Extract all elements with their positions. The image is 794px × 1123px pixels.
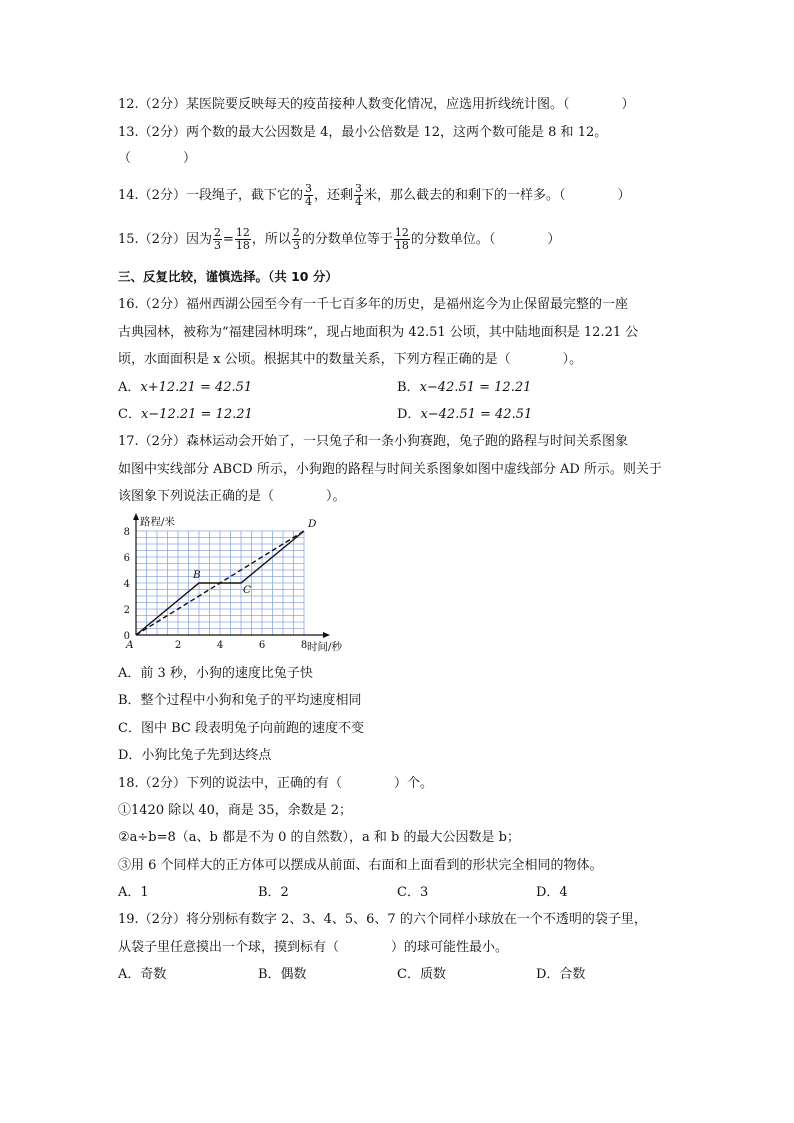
x-tick-label: 2 xyxy=(174,640,182,651)
q18-option-d[interactable]: D．4 xyxy=(536,885,568,900)
q17-option-b[interactable]: B．整个过程中小狗和兔子的平均速度相同 xyxy=(118,693,362,708)
q15-fraction-3 xyxy=(292,227,301,252)
q14-f1-numerator: 3 xyxy=(304,182,312,195)
question-16-line-2: 古典园林，被称为“福建园林明珠”，现占地面积为 42.51 公顷，其中陆地面积是 12.21 公 xyxy=(118,325,639,340)
q15-text-a: 15.（2分）因为 xyxy=(118,232,212,247)
q15-f4-denominator: 18 xyxy=(394,239,409,252)
q18-option-b[interactable]: B．2 xyxy=(258,885,289,900)
question-13: 13.（2分）两个数的最大公因数是 4，最小公倍数是 12，这两个数可能是 8 和 12。 xyxy=(118,125,608,140)
question-17-line-3: 该图象下列说法正确的是（ ）。 xyxy=(118,489,346,504)
question-18-statement-2: ②a÷b=8（a、b 都是不为 0 的自然数），a 和 b 的最大公因数是 b； xyxy=(118,830,520,845)
x-tick-label: 6 xyxy=(258,640,266,651)
q16-option-d[interactable] xyxy=(397,407,532,423)
point-label: C xyxy=(243,584,252,596)
q16-option-a-letter: A． xyxy=(118,380,141,395)
q15-fraction-1 xyxy=(213,227,222,252)
q16-option-b-equation: x−42.51 = 12.21 xyxy=(419,380,532,395)
y-axis-arrow xyxy=(133,513,139,520)
q17-option-d[interactable]: D．小狗比兔子先到达终点 xyxy=(118,748,272,763)
q15-text-d: 的分数单位。（ ） xyxy=(410,232,561,247)
question-17-line-1: 17.（2分）森林运动会开始了，一只兔子和一条小狗赛跑，兔子跑的路程与时间关系图象 xyxy=(118,434,628,449)
q15-f2-numerator: 12 xyxy=(235,226,250,239)
q16-option-b-letter: B． xyxy=(397,380,420,395)
chart-y-axis-label: 路程/米 xyxy=(140,516,176,528)
y-tick-label: 0 xyxy=(123,631,130,642)
q15-f1-numerator: 2 xyxy=(213,226,221,239)
q14-text-a: 14.（2分）一段绳子，截下它的 xyxy=(118,188,303,203)
question-18-statement-3: ③用 6 个同样大的正方体可以摆成从前面、右面和上面看到的形状完全相同的物体。 xyxy=(118,858,603,873)
q14-fraction-2 xyxy=(354,183,363,208)
question-14 xyxy=(118,182,630,210)
q17-option-c[interactable]: C．图中 BC 段表明兔子向前跑的速度不变 xyxy=(118,721,364,736)
question-19-line-1: 19.（2分）将分别标有数字 2、3、4、5、6、7 的六个同样小球放在一个不透明的袋子里， xyxy=(118,912,647,927)
q14-text-c: 米，那么截去的和剩下的一样多。（ ） xyxy=(363,188,631,203)
q15-f3-numerator: 2 xyxy=(292,226,300,239)
point-label: D xyxy=(308,518,317,530)
question-18-statement-1: ①1420 除以 40，商是 35，余数是 2； xyxy=(118,803,352,818)
q18-option-a[interactable]: A．1 xyxy=(118,885,149,900)
question-17-line-2: 如图中实线部分 ABCD 所示，小狗跑的路程与时间关系图象如图中虚线部分 AD 所示。则关于 xyxy=(118,462,662,477)
q14-text-b: ，还剩 xyxy=(313,188,353,203)
question-13-answer-blank: （ ） xyxy=(118,151,197,166)
q15-text-c: 的分数单位等于 xyxy=(301,232,393,247)
q15-fraction-4 xyxy=(394,227,410,252)
section-3-heading: 三、反复比较，谨慎选择。（共 10 分） xyxy=(118,269,338,284)
x-axis-arrow xyxy=(323,632,330,638)
point-label: A xyxy=(126,639,134,651)
q14-fraction-1 xyxy=(304,183,313,208)
q15-f2-denominator: 18 xyxy=(235,239,250,252)
q16-option-d-letter: D． xyxy=(397,407,421,422)
q19-option-d[interactable]: D．合数 xyxy=(536,967,586,982)
q14-f2-numerator: 3 xyxy=(354,182,362,195)
y-tick-label: 8 xyxy=(123,527,130,538)
q15-text-b: ，所以 xyxy=(251,232,291,247)
y-tick-label: 2 xyxy=(123,605,130,616)
q15-f3-denominator: 3 xyxy=(292,239,300,252)
question-15 xyxy=(118,225,560,255)
point-label: B xyxy=(193,569,201,581)
chart-point-labels xyxy=(125,518,317,651)
q19-option-b[interactable]: B．偶数 xyxy=(258,967,307,982)
q14-f1-denominator: 4 xyxy=(304,195,312,208)
q16-option-c-letter: C． xyxy=(118,407,141,422)
question-18-line-1: 18.（2分）下列的说法中，正确的有（ ）个。 xyxy=(118,776,433,791)
q15-f4-numerator: 12 xyxy=(394,226,409,239)
y-tick-label: 4 xyxy=(123,579,130,590)
q16-option-b[interactable] xyxy=(397,380,531,396)
q16-option-d-equation: x−42.51 = 42.51 xyxy=(420,407,533,422)
q17-option-a[interactable]: A．前 3 秒，小狗的速度比兔子快 xyxy=(118,666,313,681)
x-tick-label: 8 xyxy=(300,640,308,651)
x-tick-label: 4 xyxy=(216,640,224,651)
q18-option-c[interactable]: C．3 xyxy=(397,885,429,900)
q16-option-a[interactable] xyxy=(118,380,252,396)
distance-time-chart xyxy=(112,510,362,660)
q16-option-a-equation: x+12.21 = 42.51 xyxy=(140,380,253,395)
y-tick-label: 6 xyxy=(123,553,130,564)
q16-option-c[interactable] xyxy=(118,407,253,423)
q16-option-c-equation: x−12.21 = 12.21 xyxy=(140,407,253,422)
q19-option-c[interactable]: C．质数 xyxy=(397,967,446,982)
chart-x-axis-label: 时间/秒 xyxy=(307,641,343,653)
q14-f2-denominator: 4 xyxy=(354,195,362,208)
q15-fraction-2 xyxy=(235,227,251,252)
question-16-line-1: 16.（2分）福州西湖公园至今有一千七百多年的历史，是福州迄今为止保留最完整的一座 xyxy=(118,297,628,312)
question-12: 12.（2分）某医院要反映每天的疫苗接种人数变化情况，应选用折线统计图。（ ） xyxy=(118,97,635,112)
question-19-line-2: 从袋子里任意摸出一个球，摸到标有（ ）的球可能性最小。 xyxy=(118,940,509,955)
question-16-line-3: 顷，水面面积是 x 公顷。根据其中的数量关系，下列方程正确的是（ ）。 xyxy=(118,352,583,367)
q15-equals: = xyxy=(222,232,234,247)
q19-option-a[interactable]: A．奇数 xyxy=(118,967,167,982)
q15-f1-denominator: 3 xyxy=(213,239,221,252)
